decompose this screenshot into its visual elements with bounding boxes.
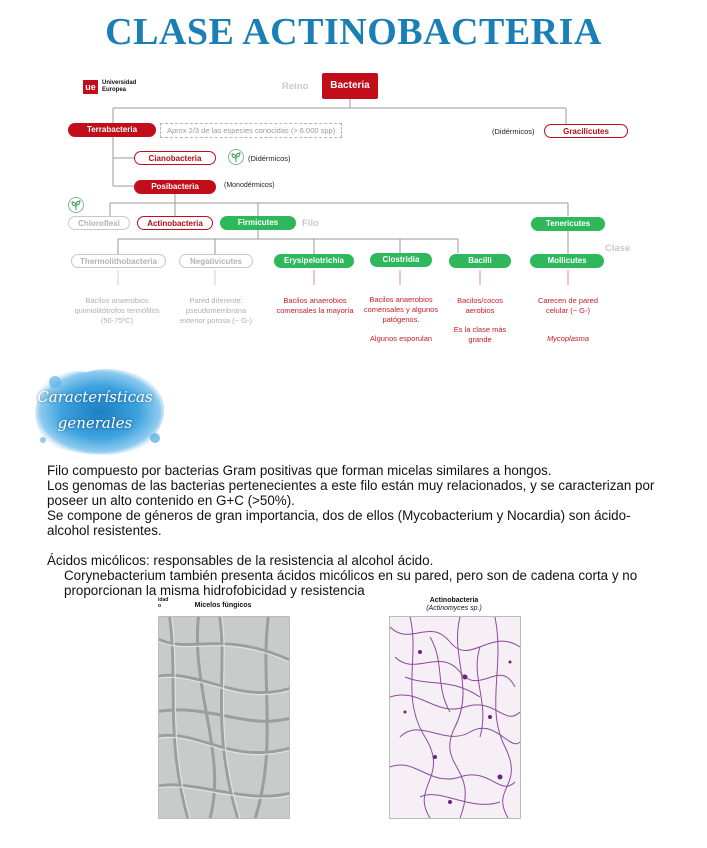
- actinobacteria-caption: Actinobacteria: [429, 597, 479, 604]
- actinomyces-drawing: [390, 617, 520, 818]
- logo-mark: ue: [83, 80, 98, 94]
- logo-line1: Universidad: [102, 80, 137, 86]
- left-corner-text: idad o: [158, 597, 169, 609]
- body-paragraphs: [47, 463, 657, 598]
- class-clostridia: Clostridia: [370, 253, 432, 267]
- note-bacilli: Bacilos/cocos aerobios: [457, 296, 503, 315]
- paragraph: Filo compuesto por bacterias Gram positivas que forman micelas similares a hongos.: [47, 463, 552, 478]
- cianobacteria-note: (Didérmicos): [248, 154, 291, 163]
- node-gracilicutes: Gracilicutes: [544, 124, 628, 138]
- mycolic-acids-line: Ácidos micólicos: responsables de la resistencia al alcohol ácido.: [47, 553, 434, 568]
- phylum-actinobacteria: Actinobacteria: [137, 216, 213, 230]
- note-clostridia: Bacilos anaerobios comensales y algunos patógenos.: [363, 295, 439, 324]
- fungal-hyphae-caption: Micelos fúngicos: [194, 602, 252, 609]
- note-mollicutes: Carecen de pared celular (~ G-): [537, 296, 599, 315]
- note-thermolithobacteria: Bacilos anaerobios quimiolitótrofos termófilos (50-75ºC): [74, 296, 160, 325]
- class-erysipelotrichia: Erysipelotrichia: [274, 254, 354, 268]
- badge-line2: generales: [57, 414, 133, 432]
- note-mycoplasma: Mycoplasma: [546, 334, 590, 343]
- class-bacilli: Bacilli: [449, 254, 511, 268]
- fungal-hyphae-micrograph: [158, 616, 290, 819]
- class-mollicutes: Mollicutes: [530, 254, 604, 268]
- actinobacteria-micrograph: [389, 616, 521, 819]
- node-posibacteria: Posibacteria: [134, 180, 216, 194]
- gracilicutes-note: (Didérmicos): [492, 127, 535, 136]
- level-label-clase: Clase: [605, 243, 631, 254]
- note-erysipelotrichia: Bacilos anaerobios comensales la mayoría: [276, 296, 354, 315]
- node-bacteria: Bacteria: [322, 73, 378, 99]
- badge-line1: Características: [37, 388, 153, 406]
- logo-line2: Europea: [102, 87, 127, 93]
- plant-icon: [228, 149, 244, 165]
- class-thermolithobacteria: Thermolithobacteria: [71, 254, 166, 268]
- class-negativicutes: Negativicutes: [179, 254, 253, 268]
- hyphae-drawing: [159, 617, 289, 818]
- posibacteria-note: (Monodérmicos): [224, 182, 275, 189]
- page-title: CLASE ACTINOBACTERIA: [105, 11, 602, 53]
- level-label-reino: Reino: [282, 81, 309, 92]
- phylum-tenericutes: Tenericutes: [531, 217, 605, 231]
- paragraph: Los genomas de las bacterias pertenecientes a este filo están muy relacionados, y se caracterizan por poseer un alto contenido en G+C (>50%).: [47, 478, 655, 508]
- node-terrabacteria: Terrabacteria: [68, 123, 156, 137]
- phylum-chloroflexi: Chloroflexi: [68, 216, 130, 230]
- phylum-firmicutes: Firmicutes: [220, 216, 296, 230]
- corynebacterium-note: Corynebacterium también presenta ácidos micólicos en su pared, pero son de cadena corta y no proporcionan la misma hidrofobicidad y resistencia: [64, 568, 638, 598]
- plant-icon-small: [68, 197, 84, 213]
- note-bacilli-largest: Es la clase más grande: [453, 325, 507, 344]
- node-cianobacteria: Cianobacteria: [134, 151, 216, 165]
- actinomyces-caption: (Actinomyces sp.): [426, 605, 482, 612]
- level-label-filo: Filo: [302, 218, 319, 229]
- paragraph: Se compone de géneros de gran importancia, dos de ellos (Mycobacterium y Nocardia) son ácido-alcohol resistentes.: [47, 508, 631, 538]
- note-negativicutes: Pared diferente: pseudomembrana exterior porosa (~ G-): [180, 296, 252, 325]
- terrabacteria-note: Aprox 2/3 de las especies conocidas (> 6.000 spp): [160, 123, 342, 138]
- characteristics-badge: [25, 360, 170, 460]
- note-clostridia-spores: Algunos esporulan: [369, 334, 433, 343]
